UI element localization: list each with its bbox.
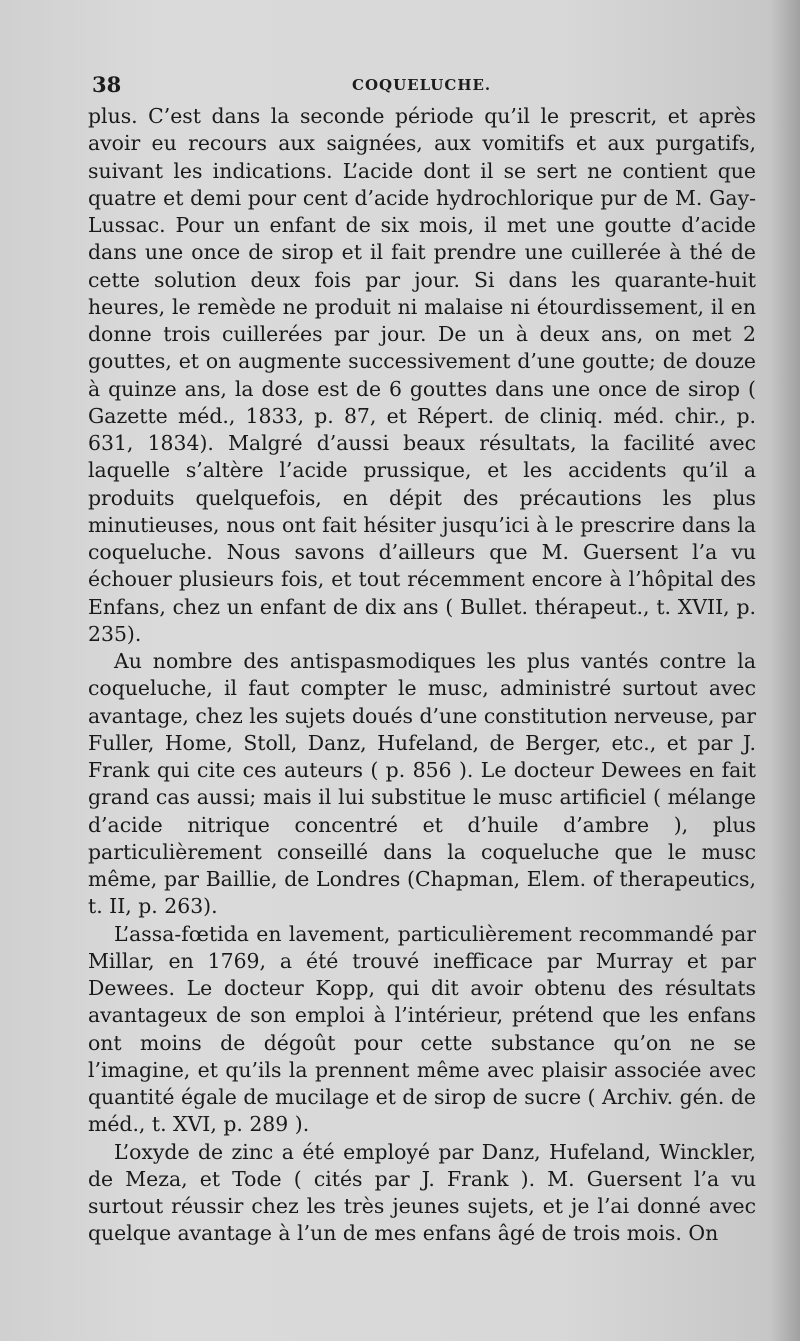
paragraph: plus. C’est dans la seconde période qu’il le prescrit, et après avoir eu recours aux saignées, aux vomitifs et aux purgatifs, suivant les indications. L’acide dont il se sert ne contient que quatre et demi pour cent d’acide hydrochlorique pur de M. Gay-Lussac. Pour un enfant de six mois, il met une goutte d’acide dans une once de sirop et il fait prendre une cuillerée à thé de cette solution deux fois par jour. Si dans les quarante-huit heures, le remède ne produit ni malaise ni étourdissement, il en donne trois cuillerées par jour. De un à deux ans, on met 2 gouttes, et on augmente successivement d’une goutte; de douze à quinze ans, la dose est de 6 gouttes dans une once de sirop ( Gazette méd., 1833, p. 87, et Répert. de cliniq. méd. chir., p. 631, 1834). Malgré d’aussi beaux résultats, la facilité avec laquelle s’altère l’acide prussique, et les accidents qu’il a produits quelquefois, en dépit des précautions les plus minutieuses, nous ont fait hésiter jusqu’ici à le prescrire dans la coqueluche. Nous savons d’ailleurs que M. Guersent l’a vu échouer plusieurs fois, et tout récemment encore à l’hôpital des Enfans, chez un enfant de dix ans ( Bullet. thérapeut., t. XVII, p. 235). [88,104,756,646]
paragraph: L’assa-fœtida en lavement, particulièrement recommandé par Millar, en 1769, a été trouvé inefficace par Murray et par Dewees. Le docteur Kopp, qui dit avoir obtenu des résultats avantageux de son emploi à l’intérieur, prétend que les enfans ont moins de dégoût pour cette substance qu’on ne se l’imagine, et qu’ils la prennent même avec plaisir associée avec quantité égale de mucilage et de sirop de sucre ( Archiv. gén. de méd., t. XVI, p. 289 ). [88,921,756,1137]
body-text [88,103,756,1248]
paragraph: Au nombre des antispasmodiques les plus vantés contre la coqueluche, il faut compter le musc, administré surtout avec avantage, chez les sujets doués d’une constitution nerveuse, par Fuller, Home, Stoll, Danz, Hufeland, de Berger, etc., et par J. Frank qui cite ces auteurs ( p. 856 ). Le docteur Dewees en fait grand cas aussi; mais il lui substitue le musc artificiel ( mélange d’acide nitrique concentré et d’huile d’ambre ), plus particulièrement conseillé dans la coqueluche que le musc même, par Baillie, de Londres (Chapman, Elem. of therapeutics, t. II, p. 263). [88,649,756,919]
paragraph: L’oxyde de zinc a été employé par Danz, Hufeland, Winckler, de Meza, et Tode ( cités par J. Frank ). M. Guersent l’a vu surtout réussir chez les très jeunes sujets, et je l’ai donné avec quelque avantage à l’un de mes enfans âgé de trois mois. On [88,1139,756,1246]
running-title: COQUELUCHE. [352,76,492,94]
page-header [92,72,760,98]
page-number: 38 [92,72,122,97]
